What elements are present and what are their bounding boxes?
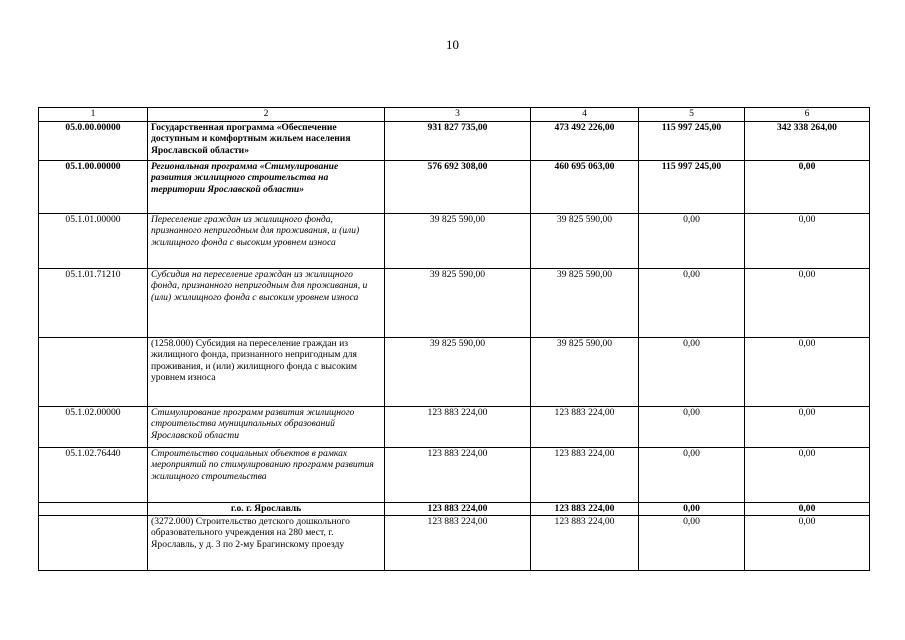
row-code: 05.1.00.00000 xyxy=(39,161,148,214)
row-col5: 0,00 xyxy=(639,269,745,338)
row-col6: 0,00 xyxy=(745,214,870,269)
row-col5: 0,00 xyxy=(639,448,745,503)
row-name: Переселение граждан из жилищного фонда, признанного непригодным для проживания, и (или) жилищного фонда с высоким уровнем износа xyxy=(148,214,385,269)
row-col3: 123 883 224,00 xyxy=(385,503,531,516)
row-code xyxy=(39,338,148,407)
row-col4: 473 492 226,00 xyxy=(531,122,639,161)
row-col3: 123 883 224,00 xyxy=(385,448,531,503)
table-row xyxy=(39,269,870,338)
table-row xyxy=(39,407,870,448)
row-col4: 123 883 224,00 xyxy=(531,448,639,503)
header-col-5: 5 xyxy=(639,108,745,122)
row-col3: 576 692 308,00 xyxy=(385,161,531,214)
row-col6: 0,00 xyxy=(745,161,870,214)
table-header-row xyxy=(39,108,870,122)
row-name: Региональная программа «Стимулирование развития жилищного строительства на территории Ярославской области» xyxy=(148,161,385,214)
row-name: Субсидия на переселение граждан из жилищного фонда, признанного непригодным для проживания, и (или) жилищного фонда с высоким уровнем износа xyxy=(148,269,385,338)
row-col4: 123 883 224,00 xyxy=(531,503,639,516)
row-code: 05.1.01.00000 xyxy=(39,214,148,269)
row-code xyxy=(39,503,148,516)
table-row xyxy=(39,214,870,269)
row-col5: 0,00 xyxy=(639,516,745,571)
row-col4: 39 825 590,00 xyxy=(531,214,639,269)
row-col6: 0,00 xyxy=(745,448,870,503)
row-col3: 123 883 224,00 xyxy=(385,516,531,571)
row-code: 05.1.02.00000 xyxy=(39,407,148,448)
row-col4: 123 883 224,00 xyxy=(531,407,639,448)
row-col4: 39 825 590,00 xyxy=(531,338,639,407)
row-name: Государственная программа «Обеспечение доступным и комфортным жильем населения Ярославской области» xyxy=(148,122,385,161)
row-col6: 0,00 xyxy=(745,407,870,448)
row-col4: 123 883 224,00 xyxy=(531,516,639,571)
row-col3: 39 825 590,00 xyxy=(385,338,531,407)
row-code: 05.1.01.71210 xyxy=(39,269,148,338)
row-col5: 115 997 245,00 xyxy=(639,122,745,161)
row-col5: 115 997 245,00 xyxy=(639,161,745,214)
table-row xyxy=(39,161,870,214)
row-col6: 342 338 264,00 xyxy=(745,122,870,161)
header-col-6: 6 xyxy=(745,108,870,122)
row-name: (1258.000) Субсидия на переселение граждан из жилищного фонда, признанного непригодным для проживания, и (или) жилищного фонда с высоким уровнем износа xyxy=(148,338,385,407)
row-col6: 0,00 xyxy=(745,338,870,407)
header-col-2: 2 xyxy=(148,108,385,122)
row-col3: 39 825 590,00 xyxy=(385,269,531,338)
row-code xyxy=(39,516,148,571)
row-name: (3272.000) Строительство детского дошкольного образовательного учреждения на 280 мест, г. Ярославль, у д. 3 по 2-му Брагинскому проезду xyxy=(148,516,385,571)
row-col6: 0,00 xyxy=(745,503,870,516)
row-col6: 0,00 xyxy=(745,269,870,338)
table-row xyxy=(39,516,870,571)
row-col3: 123 883 224,00 xyxy=(385,407,531,448)
table-row xyxy=(39,503,870,516)
table-row xyxy=(39,122,870,161)
row-code: 05.0.00.00000 xyxy=(39,122,148,161)
row-col5: 0,00 xyxy=(639,338,745,407)
row-col4: 460 695 063,00 xyxy=(531,161,639,214)
row-col6: 0,00 xyxy=(745,516,870,571)
row-code: 05.1.02.76440 xyxy=(39,448,148,503)
budget-table xyxy=(38,107,870,571)
header-col-4: 4 xyxy=(531,108,639,122)
row-name: г.о. г. Ярославль xyxy=(148,503,385,516)
row-col5: 0,00 xyxy=(639,503,745,516)
row-col3: 39 825 590,00 xyxy=(385,214,531,269)
header-col-3: 3 xyxy=(385,108,531,122)
row-name: Строительство социальных объектов в рамках мероприятий по стимулированию программ развития жилищного строительства xyxy=(148,448,385,503)
row-col5: 0,00 xyxy=(639,407,745,448)
row-col4: 39 825 590,00 xyxy=(531,269,639,338)
row-col5: 0,00 xyxy=(639,214,745,269)
row-col3: 931 827 735,00 xyxy=(385,122,531,161)
page-number: 10 xyxy=(446,37,459,52)
table-row xyxy=(39,448,870,503)
header-col-1: 1 xyxy=(39,108,148,122)
table-row xyxy=(39,338,870,407)
row-name: Стимулирование программ развития жилищного строительства муниципальных образований Ярославской области xyxy=(148,407,385,448)
